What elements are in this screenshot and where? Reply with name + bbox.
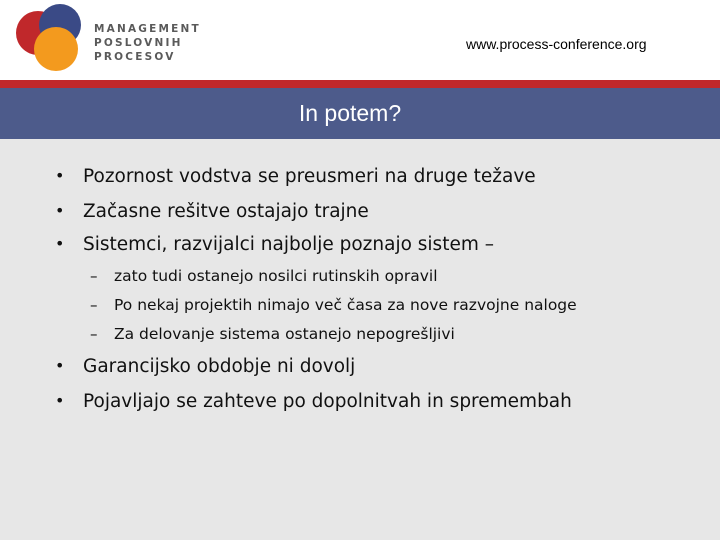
sub-bullet-marker: – xyxy=(90,267,98,285)
sub-bullet-text: Po nekaj projektih nimajo več časa za nove razvojne naloge xyxy=(114,296,577,314)
sub-bullet-text: zato tudi ostanejo nosilci rutinskih opravil xyxy=(114,267,438,285)
accent-divider xyxy=(0,80,720,88)
logo-line: MANAGEMENT xyxy=(94,23,201,35)
bullet-marker: • xyxy=(55,166,65,185)
logo-line: POSLOVNIH xyxy=(94,37,183,49)
sub-bullet-marker: – xyxy=(90,296,98,314)
slide-content xyxy=(0,139,720,540)
slide-title: In potem? xyxy=(298,100,402,126)
bullet-marker: • xyxy=(55,391,65,410)
company-logo xyxy=(14,3,86,73)
sub-bullet-text: Za delovanje sistema ostanejo nepogrešljivi xyxy=(114,325,455,343)
bullet-marker: • xyxy=(55,201,65,220)
slide-header xyxy=(0,0,720,80)
website-url: www.process-conference.org xyxy=(466,36,647,52)
logo-line: PROCESOV xyxy=(94,51,176,63)
bullet-text: Pozornost vodstva se preusmeri na druge težave xyxy=(83,166,536,187)
bullet-text: Začasne rešitve ostajajo trajne xyxy=(83,201,369,222)
bullet-marker: • xyxy=(55,234,65,253)
bullet-text: Garancijsko obdobje ni dovolj xyxy=(83,356,356,377)
title-bar xyxy=(0,88,720,139)
bullet-marker: • xyxy=(55,356,65,375)
bullet-text: Sistemci, razvijalci najbolje poznajo sistem – xyxy=(83,234,494,255)
logo-wordmark xyxy=(94,22,201,64)
bullet-text: Pojavljajo se zahteve po dopolnitvah in spremembah xyxy=(83,391,572,412)
logo-circle-orange xyxy=(34,27,78,71)
sub-bullet-marker: – xyxy=(90,325,98,343)
